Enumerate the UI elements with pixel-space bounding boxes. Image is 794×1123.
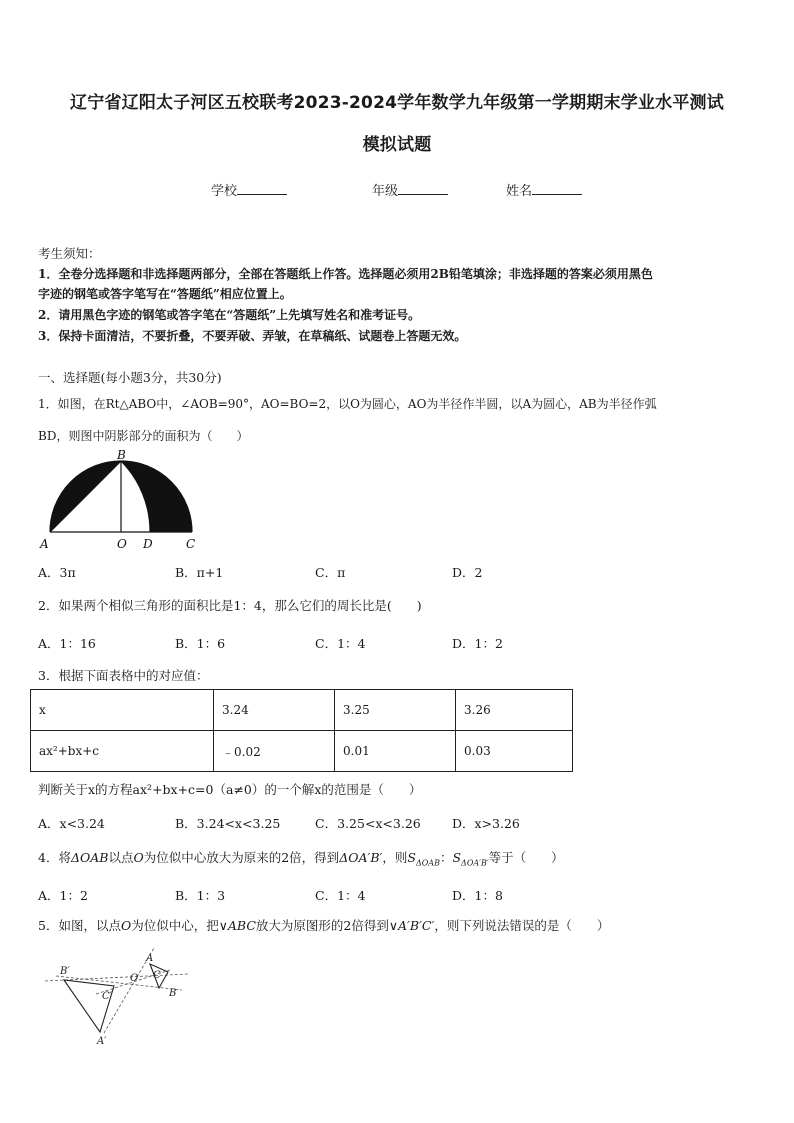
q1-label-d: D: [143, 537, 153, 551]
q1-option-d: D．2: [452, 565, 483, 580]
q4-area-sub1: ΔOAB: [415, 858, 440, 868]
table-cell: 0.03: [456, 731, 573, 772]
table-cell: 3.26: [456, 690, 573, 731]
q2-option-b: B．1：6: [175, 636, 226, 651]
q4-colon: ：: [439, 850, 453, 865]
table-row: [31, 731, 573, 772]
notice-line3: 3．保持卡面清洁，不要折叠，不要弄破、弄皱，在草稿纸、试题卷上答题无效。: [38, 329, 467, 343]
q3-option-c: C．3.25<x<3.26: [315, 816, 421, 831]
q5-text: [38, 916, 609, 936]
q1-option-b: B．π+1: [175, 565, 224, 580]
page-title: 辽宁省辽阳太子河区五校联考2023-2024学年数学九年级第一学期期末学业水平测试: [70, 93, 724, 113]
table-cell: ax²+bx+c: [31, 731, 214, 772]
table-cell: x: [31, 690, 214, 731]
notice-line1b: 字迹的钢笔或答字笔写在“答题纸”相应位置上。: [38, 287, 292, 301]
q5-label-c: C: [153, 970, 161, 981]
q4-text: [38, 848, 564, 874]
school-blank: [237, 182, 287, 195]
q5-triangle: ∨ABC: [218, 918, 256, 933]
q4-mid1: 以点: [108, 850, 134, 865]
q5-point-o: O: [120, 918, 132, 933]
q4-point-o: O: [133, 850, 144, 865]
q1-label-a: A: [40, 537, 49, 551]
q2-option-c: C．1：4: [315, 636, 366, 651]
q5-label-a: A: [146, 953, 154, 964]
q4-area-s1: S: [407, 850, 416, 865]
q1-shaded-right: [121, 461, 192, 532]
q1-text-line1: 1．如图，在Rt△ABO中，∠AOB=90°，AO=BO=2，以O为圆心，AO为半径作半圆，以A为圆心，AB为半径作弧: [38, 397, 657, 411]
q5-prefix: 5．如图，以点: [38, 918, 121, 933]
q4-suffix: 等于（ ）: [488, 850, 564, 865]
q4-mid2: 为位似中心放大为原来的2倍，得到: [143, 850, 340, 865]
q1-label-c: C: [186, 537, 196, 551]
q3-option-d: D．x>3.26: [452, 816, 520, 831]
section-heading: 一、选择题(每小题3分，共30分): [38, 370, 222, 385]
q1-option-a: A．3π: [38, 565, 76, 580]
q5-label-cp: C′: [102, 991, 112, 1002]
q5-ray-b: [56, 976, 182, 990]
q4-mid3: ，则: [382, 850, 408, 865]
notice-line2: 2．请用黑色字迹的钢笔或答字笔在“答题纸”上先填写姓名和准考证号。: [38, 308, 421, 322]
notice-line1: 1．全卷分选择题和非选择题两部分，全部在答题纸上作答。选择题必须用2B铅笔填涂；非选择题的答案必须用黑色: [38, 267, 653, 281]
q3-option-a: A．x<3.24: [38, 816, 105, 831]
q1-figure: [36, 448, 206, 554]
q5-label-bp: B′: [60, 966, 70, 977]
q4-prefix: 4．将: [38, 850, 71, 865]
school-field: [211, 180, 287, 199]
q4-triangle-image: ΔOA′B′: [339, 850, 383, 865]
table-cell: 3.24: [214, 690, 335, 731]
q5-mid1: 为位似中心，把: [131, 918, 219, 933]
q4-option-d: D．1：8: [452, 888, 503, 903]
q1-label-b: B: [117, 448, 126, 462]
q3-option-b: B．3.24<x<3.25: [175, 816, 281, 831]
q5-figure: [42, 948, 192, 1046]
q3-text: 3．根据下面表格中的对应值：: [38, 668, 209, 683]
table-cell: 0.01: [335, 731, 456, 772]
q4-option-a: A．1：2: [38, 888, 88, 903]
table-cell: 3.25: [335, 690, 456, 731]
q2-option-a: A．1：16: [38, 636, 96, 651]
q4-option-c: C．1：4: [315, 888, 366, 903]
q4-area-s2: S: [452, 850, 462, 865]
notice-heading: 考生须知：: [38, 246, 101, 261]
q4-option-b: B．1：3: [175, 888, 226, 903]
grade-blank: [398, 182, 448, 195]
q4-triangle: ΔOAB: [70, 850, 109, 865]
school-label: 学校: [211, 184, 238, 199]
q5-mid2: 放大为原图形的2倍得到: [255, 918, 389, 933]
table-cell: ﹣0.02: [214, 731, 335, 772]
q1-label-o: O: [117, 537, 127, 551]
q3-question: 判断关于x的方程ax²+bx+c=0（a≠0）的一个解x的范围是（ ）: [38, 782, 422, 797]
q1-text-line2: BD，则图中阴影部分的面积为（ ）: [38, 429, 249, 443]
table-row: [31, 690, 573, 731]
grade-label: 年级: [372, 184, 399, 199]
q2-text: 2．如果两个相似三角形的面积比是1：4，那么它们的周长比是( ): [38, 598, 422, 613]
q3-value-table: [30, 689, 573, 772]
page-title-line2: 模拟试题: [362, 135, 432, 155]
grade-field: [372, 180, 448, 199]
q5-label-ap: A′: [97, 1036, 107, 1046]
name-blank: [532, 182, 582, 195]
q5-label-b: B: [169, 988, 177, 999]
q4-area-sub2: ΔOA′B′: [461, 858, 489, 868]
name-label: 姓名: [506, 184, 533, 199]
q2-option-d: D．1：2: [452, 636, 503, 651]
name-field: [506, 180, 582, 199]
q1-option-c: C．π: [315, 565, 346, 580]
q5-label-o: O: [130, 973, 139, 984]
q5-triangle-image: ∨A′B′C′: [388, 918, 435, 933]
q5-triangle-large: [64, 980, 114, 1032]
q5-suffix: ，则下列说法错误的是（ ）: [434, 918, 610, 933]
